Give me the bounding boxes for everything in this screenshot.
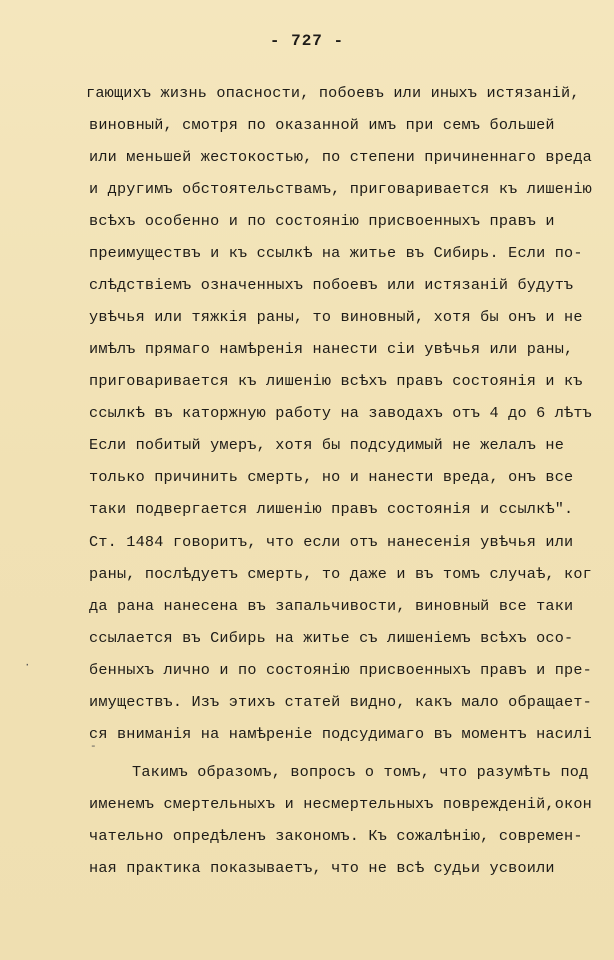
text-line: ся вниманія на намѣреніе подсудимаго въ моментъ насилі: [89, 725, 592, 743]
text-line: таки подвергается лишенію правъ состоянія и ссылкѣ".: [89, 500, 574, 518]
text-line: Если побитый умеръ, хотя бы подсудимый не желалъ не: [89, 436, 565, 454]
text-line: гающихъ жизнь опасности, побоевъ или иныхъ истязаній,: [86, 84, 580, 102]
text-line: имѣлъ прямаго намѣренія нанести сіи увѣчья или раны,: [89, 340, 574, 358]
text-line: ная практика показываетъ, что не всѣ судьи усвоили: [89, 859, 555, 877]
text-line: только причинить смерть, но и нанести вреда, онъ все: [89, 468, 574, 486]
text-line: именемъ смертельныхъ и несмертельныхъ поврежденій,окон: [89, 795, 592, 813]
stray-mark: -: [90, 741, 97, 753]
text-line: Ст. 1484 говоритъ, что если отъ нанесенія увѣчья или: [89, 533, 574, 551]
text-line: преимуществъ и къ ссылкѣ на житье въ Сибирь. Если по-: [89, 244, 583, 262]
text-line: и другимъ обстоятельствамъ, приговаривается къ лишенію: [89, 180, 592, 198]
text-line: всѣхъ особенно и по состоянію присвоенныхъ правъ и: [89, 212, 555, 230]
page-number: - 727 -: [269, 32, 345, 50]
text-line: слѣдствіемъ означенныхъ побоевъ или истязаній будутъ: [89, 276, 574, 294]
stray-mark: ·: [24, 660, 31, 672]
text-line: да рана нанесена въ запальчивости, виновный все таки: [89, 597, 574, 615]
text-line: увѣчья или тяжкія раны, то виновный, хотя бы онъ и не: [89, 308, 583, 326]
text-line: раны, послѣдуетъ смерть, то даже и въ томъ случаѣ, ког: [89, 565, 592, 583]
text-line: чательно опредѣленъ закономъ. Къ сожалѣнію, современ-: [89, 827, 583, 845]
text-line: или меньшей жестокостью, по степени причиненнаго вреда: [89, 148, 592, 166]
text-line: Такимъ образомъ, вопросъ о томъ, что разумѣть под: [132, 763, 589, 781]
text-line: бенныхъ лично и по состоянію присвоенныхъ правъ и пре-: [89, 661, 592, 679]
text-line: ссылается въ Сибирь на житье съ лишеніемъ всѣхъ осо-: [89, 629, 574, 647]
text-line: имуществъ. Изъ этихъ статей видно, какъ мало обращает-: [89, 693, 592, 711]
text-line: приговаривается къ лишенію всѣхъ правъ состоянія и къ: [89, 372, 583, 390]
text-line: виновный, смотря по оказанной имъ при семъ большей: [89, 116, 555, 134]
text-line: ссылкѣ въ каторжную работу на заводахъ отъ 4 до 6 лѣтъ: [89, 404, 592, 422]
